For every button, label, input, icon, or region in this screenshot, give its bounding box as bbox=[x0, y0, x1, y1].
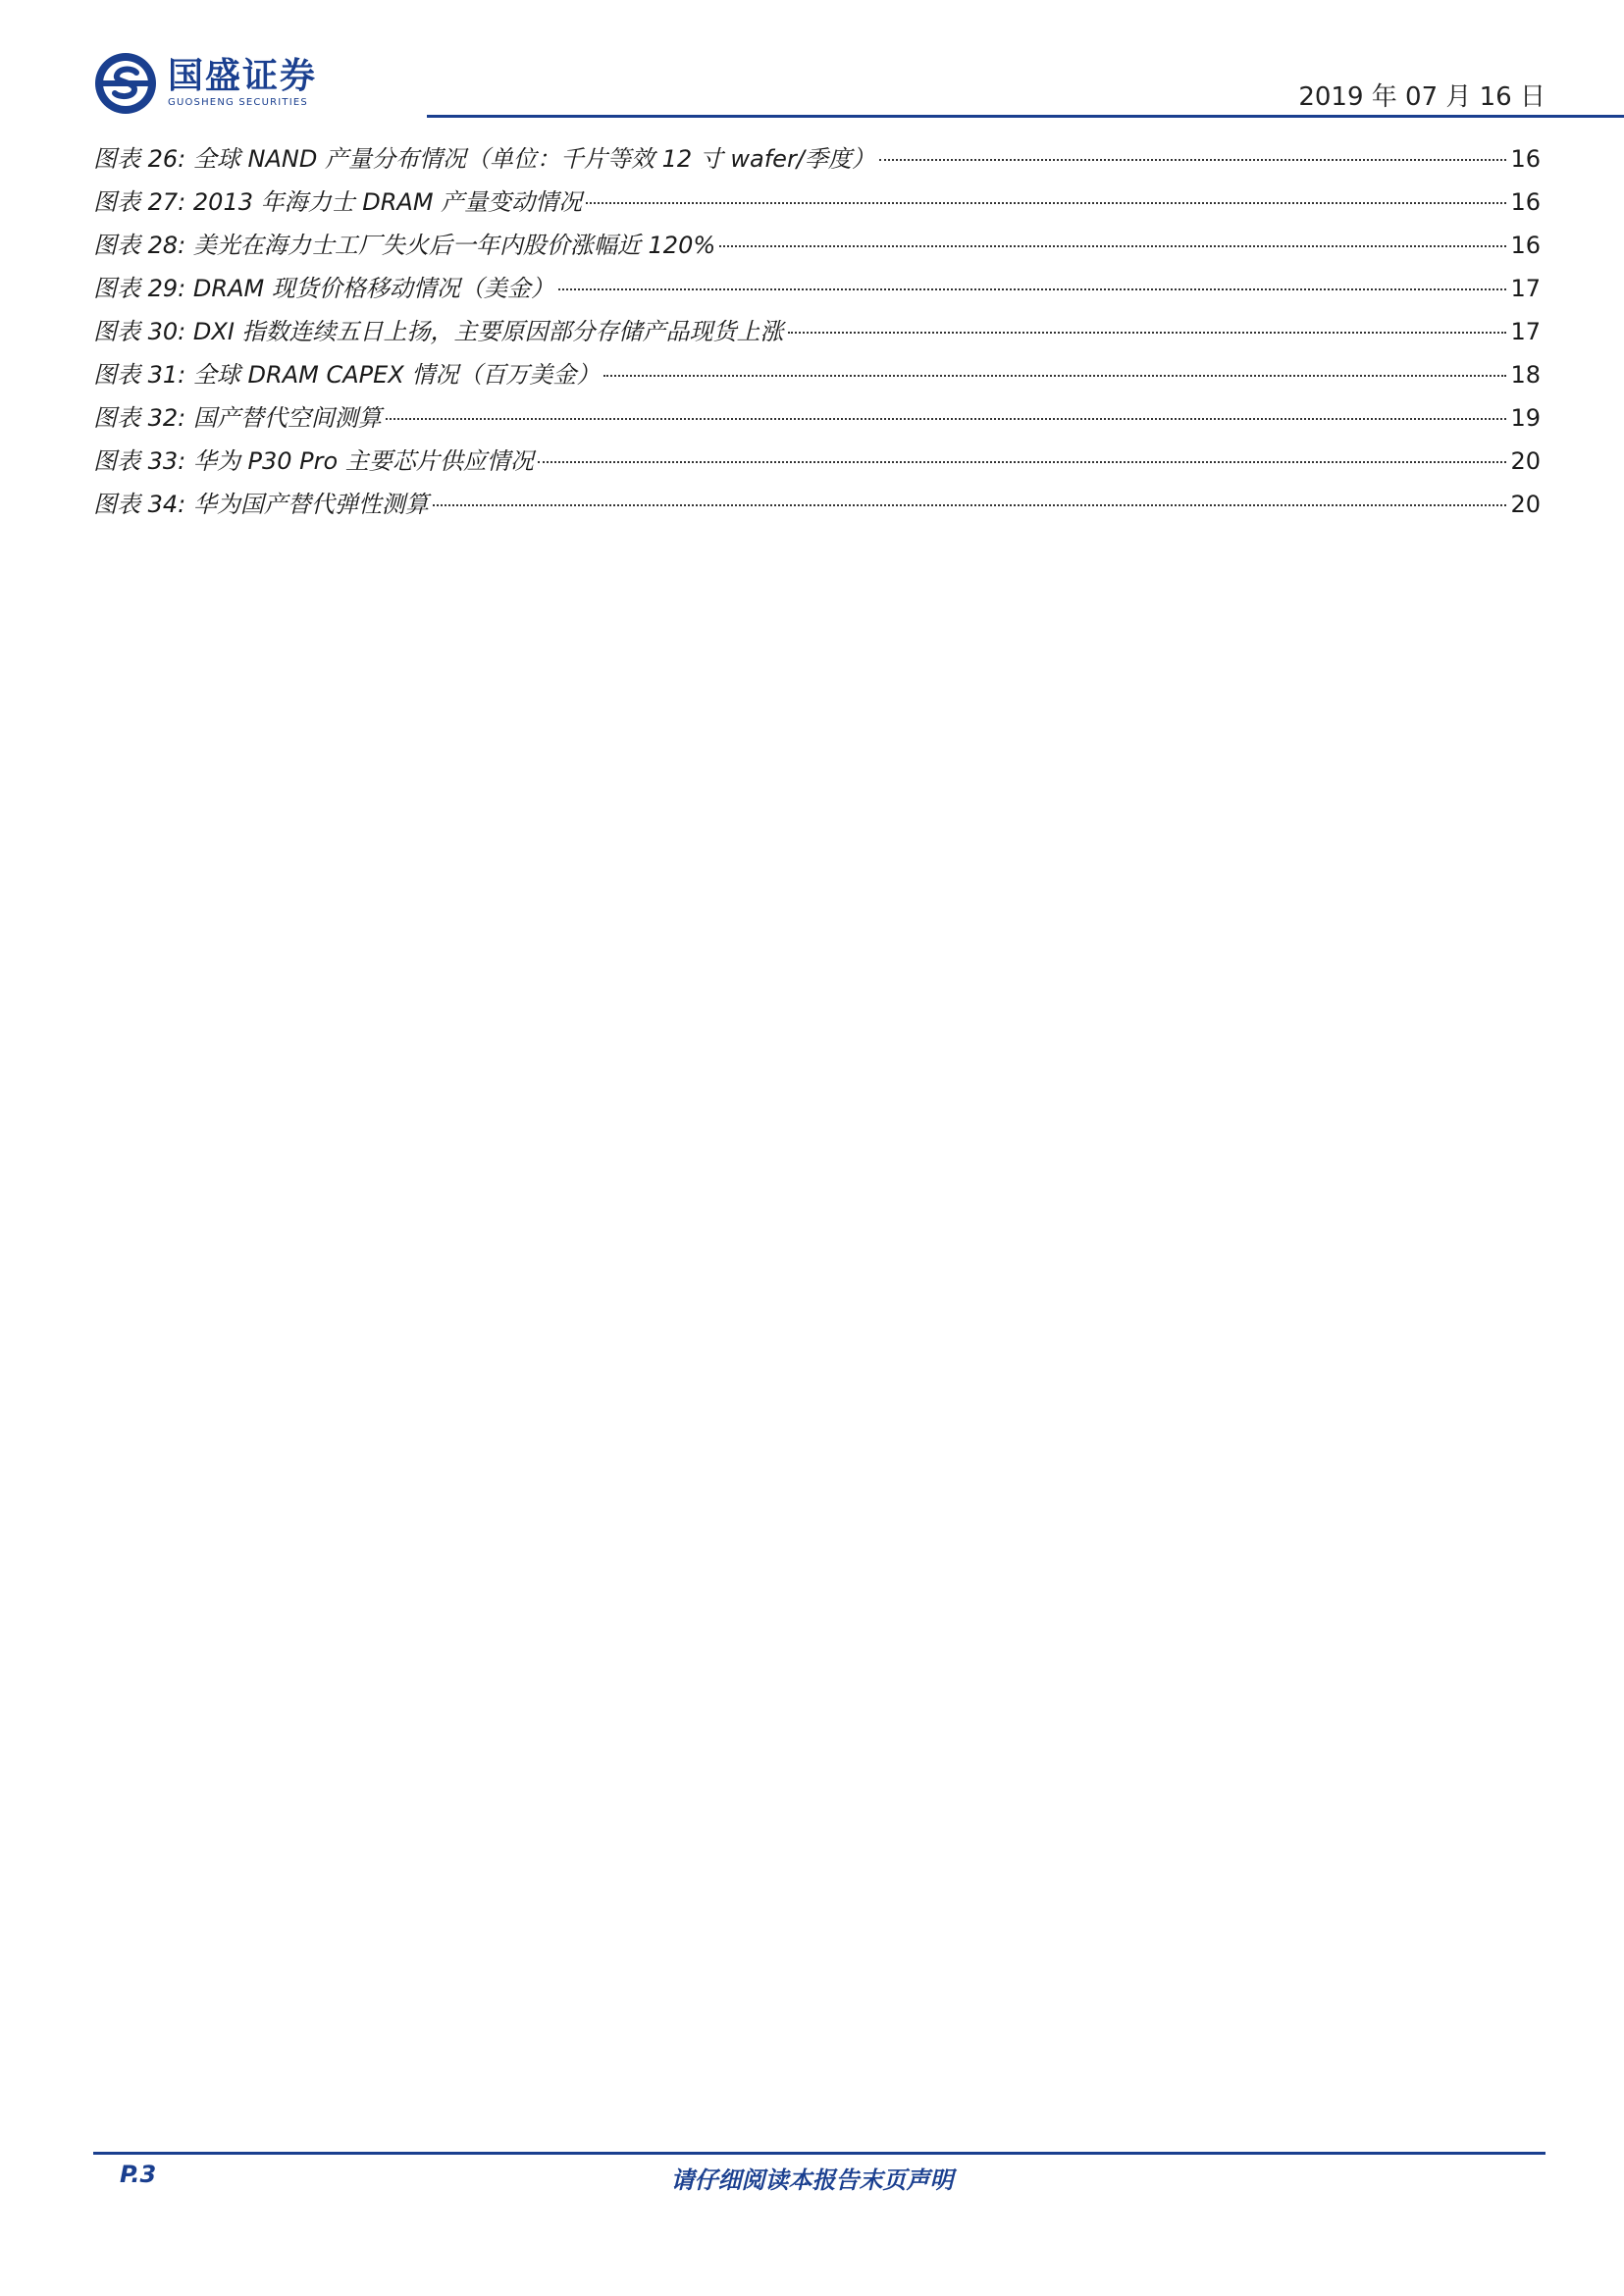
toc-entry-title: DXI 指数连续五日上扬，主要原因部分存储产品现货上涨 bbox=[192, 318, 784, 345]
toc-entry-label: 图表 28: bbox=[93, 232, 186, 259]
toc-entry-label: 图表 26: bbox=[93, 145, 186, 173]
company-logo bbox=[93, 51, 317, 116]
toc-entry[interactable] bbox=[93, 269, 1541, 312]
logo-text bbox=[168, 57, 317, 110]
toc-entry-title: 全球 DRAM CAPEX 情况（百万美金） bbox=[192, 361, 601, 389]
toc-dot-leader bbox=[788, 332, 1507, 334]
toc-entry-title: DRAM 现货价格移动情况（美金） bbox=[192, 275, 554, 302]
toc-dot-leader bbox=[603, 375, 1506, 377]
toc-entry-title: 全球 NAND 产量分布情况（单位：千片等效 12 寸 wafer/季度） bbox=[192, 145, 875, 173]
header-divider bbox=[427, 115, 1624, 118]
toc-dot-leader bbox=[386, 418, 1507, 420]
disclaimer-note: 请仔细阅读本报告末页声明 bbox=[670, 2166, 954, 2194]
toc-entry-page: 16 bbox=[1510, 188, 1541, 216]
toc-entry-title: 2013 年海力士 DRAM 产量变动情况 bbox=[192, 188, 583, 216]
toc-entry-page: 19 bbox=[1510, 404, 1541, 432]
toc-dot-leader bbox=[538, 461, 1507, 463]
toc-entry-page: 20 bbox=[1510, 491, 1541, 518]
figure-list bbox=[93, 139, 1541, 528]
footer-divider bbox=[93, 2152, 1545, 2155]
toc-entry-label: 图表 29: bbox=[93, 275, 186, 302]
toc-entry-page: 17 bbox=[1510, 275, 1541, 302]
brand-name-cn: 国盛证券 bbox=[168, 56, 318, 96]
toc-entry[interactable] bbox=[93, 355, 1541, 398]
guosheng-logo-icon bbox=[93, 51, 158, 116]
toc-entry-page: 16 bbox=[1510, 145, 1541, 173]
toc-entry-title: 华为 P30 Pro 主要芯片供应情况 bbox=[192, 447, 534, 475]
toc-entry-label: 图表 27: bbox=[93, 188, 186, 216]
toc-entry[interactable] bbox=[93, 312, 1541, 355]
brand-name-en: GUOSHENG SECURITIES bbox=[168, 97, 308, 108]
toc-entry-label: 图表 33: bbox=[93, 447, 186, 475]
toc-entry-page: 16 bbox=[1510, 232, 1541, 259]
toc-dot-leader bbox=[433, 504, 1507, 506]
toc-entry[interactable] bbox=[93, 183, 1541, 226]
toc-entry-label: 图表 31: bbox=[93, 361, 186, 389]
toc-entry-label: 图表 34: bbox=[93, 491, 186, 518]
toc-entry-page: 18 bbox=[1510, 361, 1541, 389]
toc-dot-leader bbox=[879, 159, 1507, 161]
toc-entry-page: 20 bbox=[1510, 447, 1541, 475]
toc-dot-leader bbox=[558, 288, 1507, 290]
toc-entry-title: 华为国产替代弹性测算 bbox=[192, 491, 429, 518]
toc-entry-label: 图表 32: bbox=[93, 404, 186, 432]
toc-entry[interactable] bbox=[93, 442, 1541, 485]
toc-entry[interactable] bbox=[93, 139, 1541, 183]
toc-entry-title: 国产替代空间测算 bbox=[192, 404, 382, 432]
toc-entry[interactable] bbox=[93, 398, 1541, 442]
toc-entry-label: 图表 30: bbox=[93, 318, 186, 345]
toc-entry-page: 17 bbox=[1510, 318, 1541, 345]
page-number: P.3 bbox=[120, 2161, 157, 2188]
page-header bbox=[93, 51, 1545, 120]
report-date: 2019 年 07 月 16 日 bbox=[1298, 82, 1545, 112]
toc-entry[interactable] bbox=[93, 226, 1541, 269]
toc-entry[interactable] bbox=[93, 485, 1541, 528]
toc-dot-leader bbox=[586, 202, 1506, 204]
toc-entry-title: 美光在海力士工厂失火后一年内股价涨幅近 120% bbox=[192, 232, 716, 259]
toc-dot-leader bbox=[719, 245, 1506, 247]
